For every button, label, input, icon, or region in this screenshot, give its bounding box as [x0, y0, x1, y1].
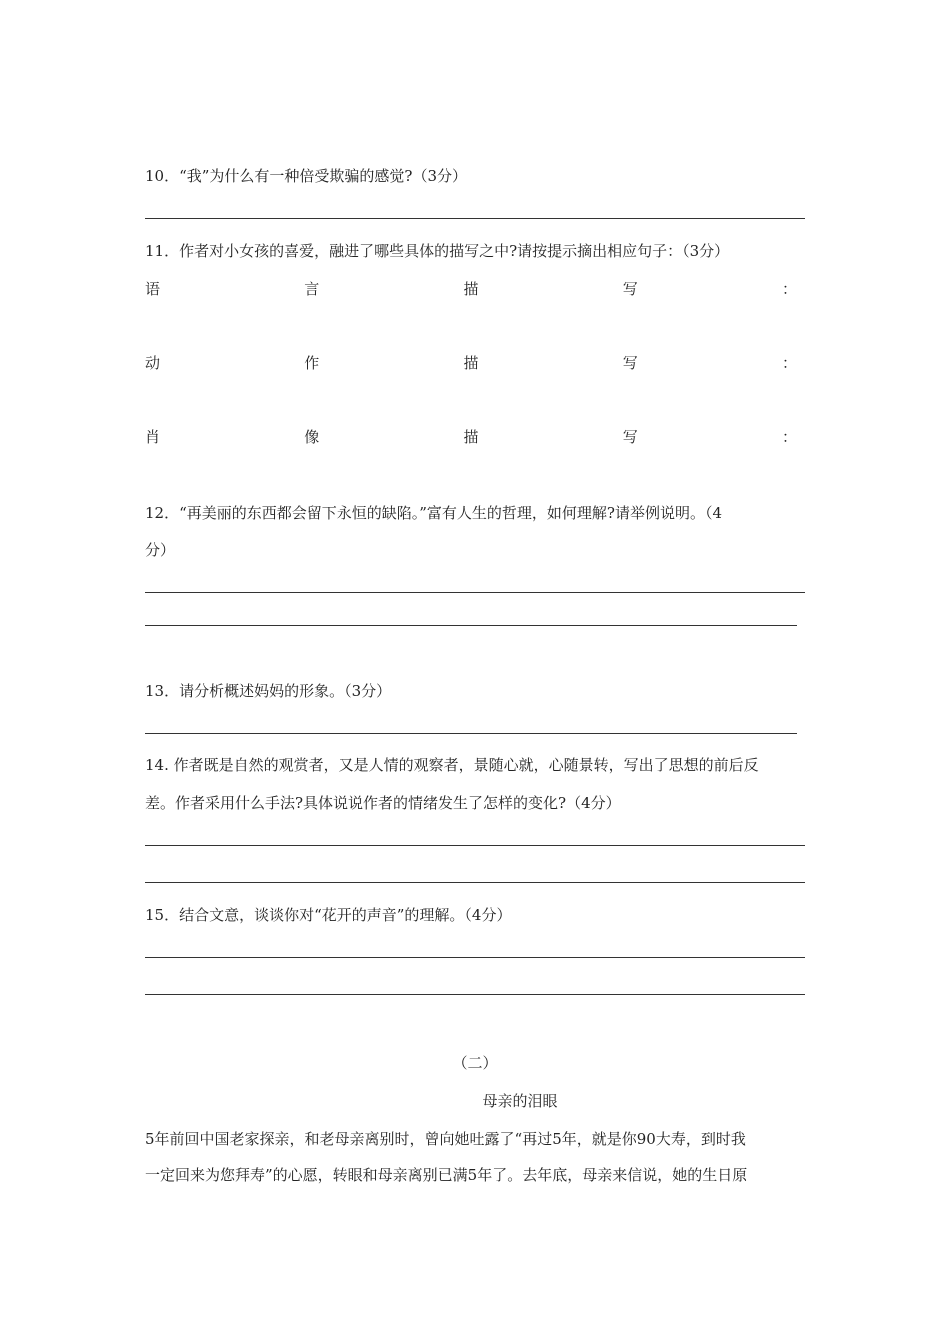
answer-line: [145, 625, 797, 626]
question-13: 13．请分析概述妈妈的形象。（3分）: [145, 682, 392, 700]
paragraph-line: 一定回来为您拜寿”的心愿，转眼和母亲离别已满5年了。去年底，母亲来信说，她的生日原: [145, 1166, 748, 1184]
section-title: 母亲的泪眼: [482, 1092, 558, 1110]
question-12-line2: 分）: [145, 541, 176, 559]
answer-line: [145, 957, 805, 958]
q11-row-language: 语 言 描 写 ：: [145, 280, 797, 298]
answer-line: [145, 882, 805, 883]
question-14-line1: 14. 作者既是自然的观赏者，又是人情的观察者，景随心就，心随景转，写出了思想的前后反: [145, 756, 759, 774]
section-number: （二）: [452, 1054, 498, 1072]
answer-line: [145, 845, 805, 846]
answer-line: [145, 994, 805, 995]
answer-line: [145, 733, 797, 734]
q11-row-action: 动 作 描 写 ：: [145, 354, 797, 372]
question-10: 10．“我”为什么有一种倍受欺骗的感觉?（3分）: [145, 167, 468, 185]
question-11: 11．作者对小女孩的喜爱，融进了哪些具体的描写之中?请按提示摘出相应句子：（3分）: [145, 242, 730, 260]
answer-line: [145, 592, 805, 593]
question-15: 15．结合文意，谈谈你对“花开的声音”的理解。（4分）: [145, 906, 512, 924]
answer-line: [145, 218, 805, 219]
paragraph-line: 5年前回中国老家探亲，和老母亲离别时，曾向她吐露了“再过5年，就是你90大寿，到时我: [145, 1130, 746, 1148]
question-14-line2: 差。作者采用什么手法?具体说说作者的情绪发生了怎样的变化?（4分）: [145, 794, 621, 812]
q11-row-portrait: 肖 像 描 写 ：: [145, 428, 797, 446]
question-12-line1: 12．“再美丽的东西都会留下永恒的缺陷。”富有人生的哲理，如何理解?请举例说明。（4: [145, 504, 723, 522]
